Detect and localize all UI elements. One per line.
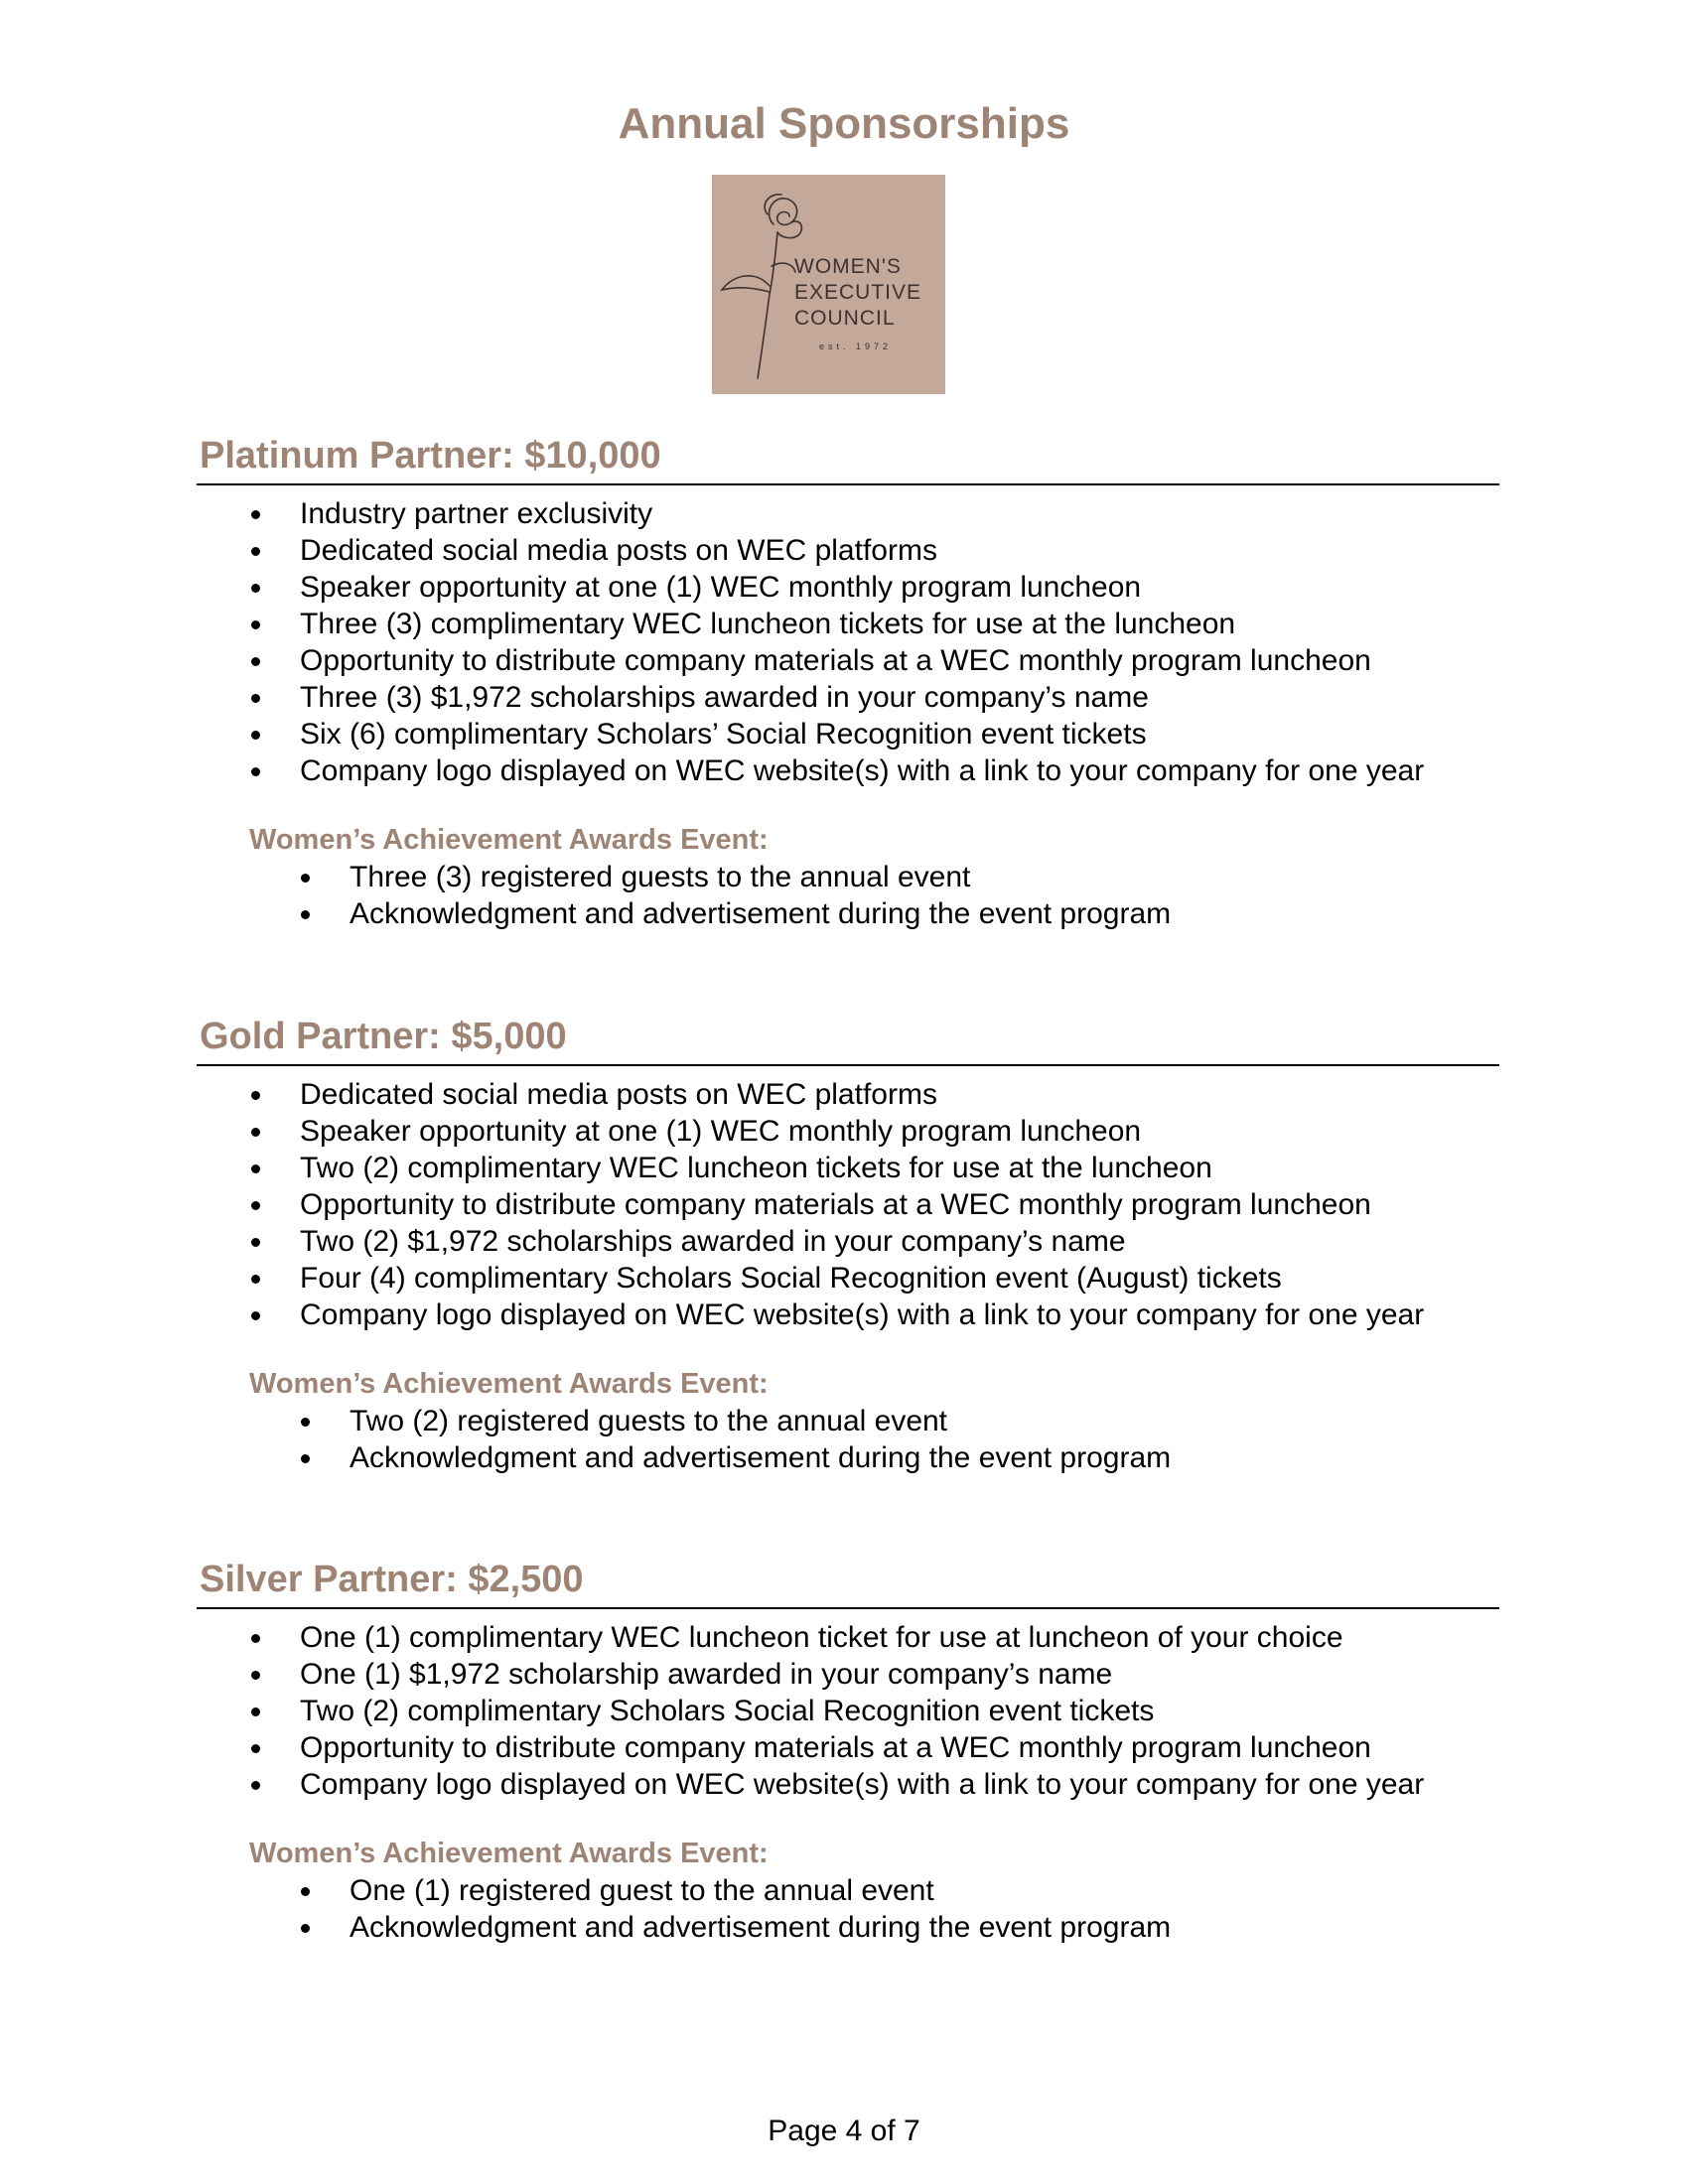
logo-est: est. 1972 <box>819 341 893 351</box>
list-item: Dedicated social media posts on WEC platforms <box>197 532 1499 569</box>
list-item: Opportunity to distribute company materials at a WEC monthly program luncheon <box>197 1729 1499 1766</box>
list-item: Opportunity to distribute company materials at a WEC monthly program luncheon <box>197 1186 1499 1223</box>
list-item: Company logo displayed on WEC website(s) with a link to your company for one year <box>197 1297 1499 1333</box>
list-item: Three (3) $1,972 scholarships awarded in your company’s name <box>197 679 1499 716</box>
award-heading: Women’s Achievement Awards Event: <box>249 1368 769 1400</box>
list-item: Speaker opportunity at one (1) WEC monthly program luncheon <box>197 569 1499 606</box>
section-heading: Silver Partner: $2,500 <box>197 1556 1499 1609</box>
section-heading: Gold Partner: $5,000 <box>197 1013 1499 1066</box>
list-item: Acknowledgment and advertisement during the event program <box>197 1439 1499 1476</box>
award-heading: Women’s Achievement Awards Event: <box>249 1838 769 1869</box>
benefits-list <box>197 495 1499 789</box>
wec-logo <box>712 175 945 394</box>
award-list <box>197 859 1499 932</box>
page-number: Page 4 of 7 <box>768 2115 920 2147</box>
list-item: Company logo displayed on WEC website(s) with a link to your company for one year <box>197 1766 1499 1803</box>
list-item: Two (2) complimentary WEC luncheon tickets for use at the luncheon <box>197 1150 1499 1186</box>
list-item: Opportunity to distribute company materials at a WEC monthly program luncheon <box>197 642 1499 679</box>
section-platinum <box>197 432 1499 932</box>
list-item: Two (2) $1,972 scholarships awarded in your company’s name <box>197 1223 1499 1260</box>
section-gold <box>197 1013 1499 1476</box>
list-item: Two (2) complimentary Scholars Social Recognition event tickets <box>197 1693 1499 1729</box>
logo-text-line: WOMEN'S <box>794 255 902 278</box>
list-item: Industry partner exclusivity <box>197 495 1499 532</box>
list-item: Two (2) registered guests to the annual event <box>197 1403 1499 1439</box>
list-item: Three (3) registered guests to the annual event <box>197 859 1499 895</box>
award-list <box>197 1872 1499 1946</box>
list-item: One (1) $1,972 scholarship awarded in your company’s name <box>197 1656 1499 1693</box>
logo-text-line: COUNCIL <box>794 307 896 330</box>
list-item: Acknowledgment and advertisement during the event program <box>197 1909 1499 1946</box>
list-item: Speaker opportunity at one (1) WEC monthly program luncheon <box>197 1113 1499 1150</box>
benefits-list <box>197 1076 1499 1333</box>
logo-text-line: EXECUTIVE <box>794 281 922 304</box>
award-list <box>197 1403 1499 1476</box>
list-item: Six (6) complimentary Scholars’ Social Recognition event tickets <box>197 716 1499 752</box>
list-item: Company logo displayed on WEC website(s) with a link to your company for one year <box>197 752 1499 789</box>
list-item: Dedicated social media posts on WEC platforms <box>197 1076 1499 1113</box>
list-item: One (1) registered guest to the annual event <box>197 1872 1499 1909</box>
section-heading: Platinum Partner: $10,000 <box>197 432 1499 485</box>
benefits-list <box>197 1619 1499 1803</box>
list-item: Acknowledgment and advertisement during the event program <box>197 895 1499 932</box>
award-heading: Women’s Achievement Awards Event: <box>249 824 769 856</box>
list-item: Three (3) complimentary WEC luncheon tickets for use at the luncheon <box>197 606 1499 642</box>
list-item: Four (4) complimentary Scholars Social Recognition event (August) tickets <box>197 1260 1499 1297</box>
list-item: One (1) complimentary WEC luncheon ticket for use at luncheon of your choice <box>197 1619 1499 1656</box>
section-silver <box>197 1556 1499 1946</box>
page-title: Annual Sponsorships <box>618 99 1070 148</box>
